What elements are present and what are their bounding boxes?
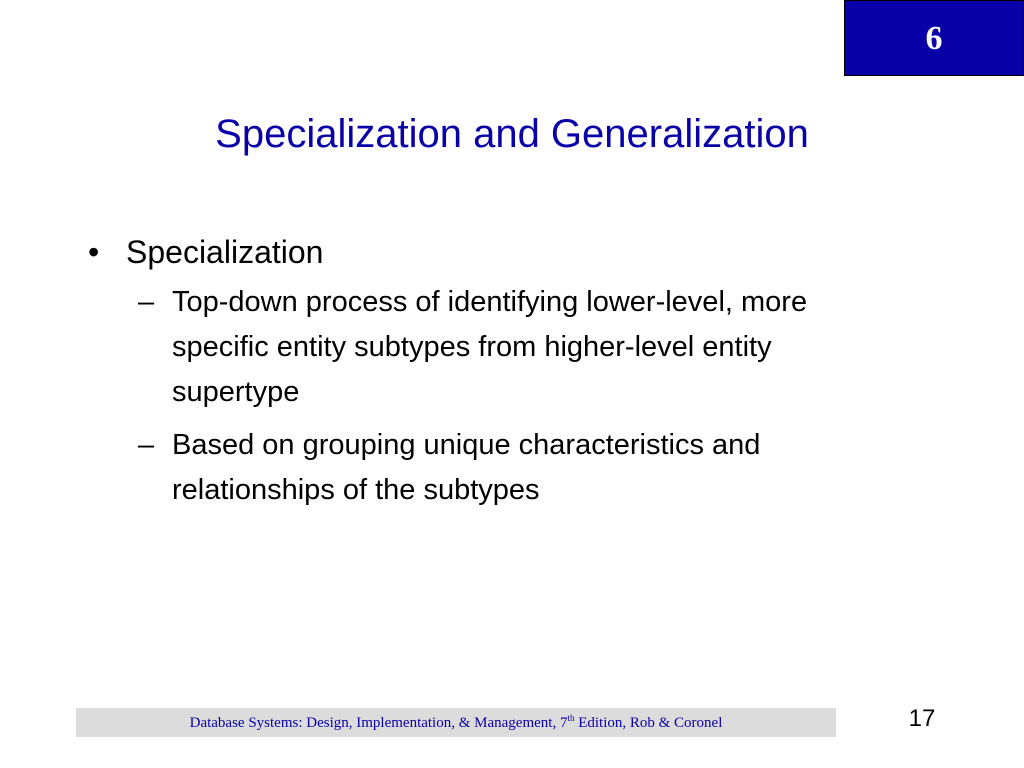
footer-citation [76, 714, 836, 732]
chapter-badge [844, 0, 1024, 76]
sub-bullet-item [88, 280, 872, 415]
bullet-marker: • [88, 234, 100, 270]
slide-content [88, 230, 968, 521]
slide-title: Specialization and Generalization [215, 112, 809, 156]
sub-bullet-text: Top-down process of identifying lower-level, more specific entity subtypes from higher-level entity supertype [172, 286, 808, 408]
footer-text-before: Database Systems: Design, Implementation, & Management, 7 [189, 715, 568, 731]
bullet-text: Specialization [126, 234, 324, 270]
footer-bar [76, 708, 836, 737]
footer-text-after: Edition, Rob & Coronel [574, 715, 723, 731]
sub-bullet-text: Based on grouping unique characteristics and relationships of the subtypes [172, 429, 761, 506]
page-number: 17 [908, 705, 936, 732]
sub-bullet-marker: – [138, 429, 155, 461]
sub-bullet-item [88, 423, 872, 513]
sub-bullet-marker: – [138, 286, 155, 318]
footer-superscript: th [567, 713, 575, 723]
bullet-item [88, 230, 968, 274]
sub-bullet-list [88, 280, 968, 513]
chapter-number: 6 [925, 20, 943, 57]
